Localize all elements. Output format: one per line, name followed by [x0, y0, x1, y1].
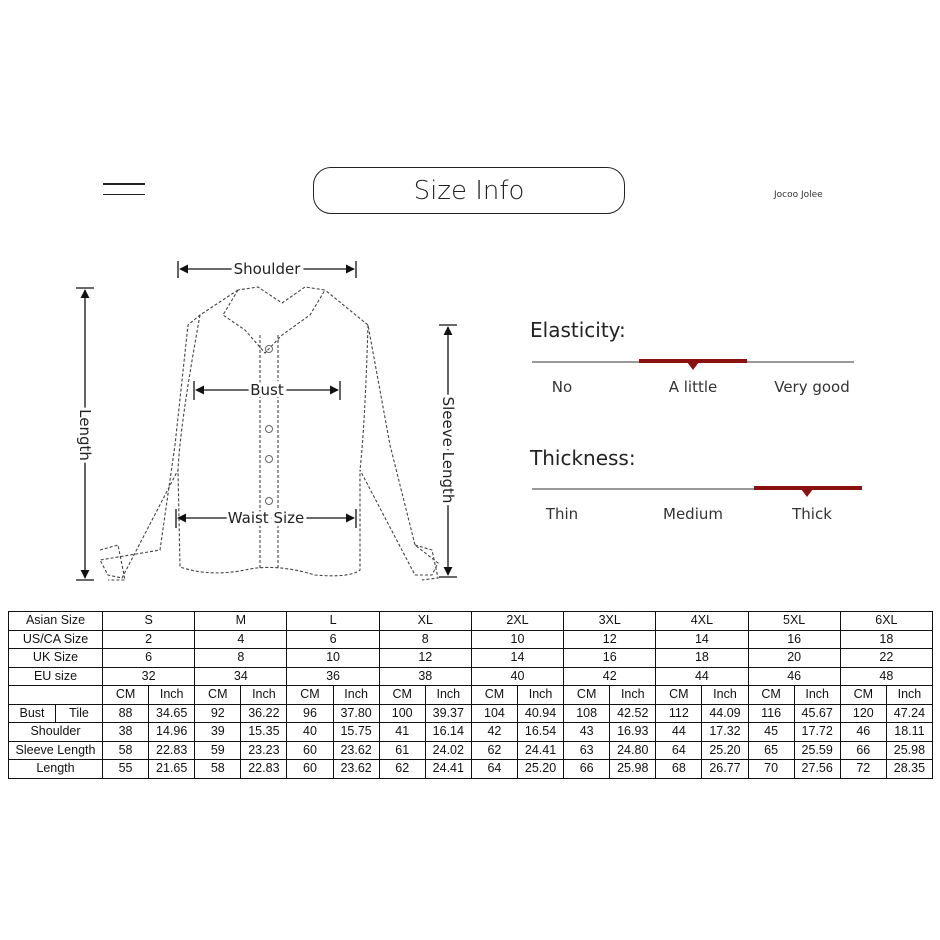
- bust-value-cell: 34.65: [149, 704, 195, 723]
- thickness-option-medium: Medium: [663, 505, 723, 523]
- cm-unit-header: CM: [840, 686, 886, 705]
- shoulder-value-cell: 17.72: [794, 723, 840, 742]
- asian-size-cell: 2XL: [471, 612, 563, 631]
- bust-value-cell: 108: [564, 704, 610, 723]
- sleeve-value-cell: 24.80: [610, 741, 656, 760]
- thickness-marker: [801, 489, 813, 497]
- bust-value-cell: 116: [748, 704, 794, 723]
- inch-unit-header: Inch: [149, 686, 195, 705]
- inch-unit-header: Inch: [794, 686, 840, 705]
- length-value-cell: 26.77: [702, 760, 748, 779]
- eu-size-cell: 42: [564, 667, 656, 686]
- sleeve-value-cell: 61: [379, 741, 425, 760]
- bust-value-cell: 100: [379, 704, 425, 723]
- sleeve-value-cell: 64: [656, 741, 702, 760]
- bust-value-cell: 120: [840, 704, 886, 723]
- bust-value-cell: 88: [103, 704, 149, 723]
- us-size-label: US/CA Size: [9, 630, 103, 649]
- shirt-right-sleeve-seam: [360, 325, 368, 470]
- thickness-option-thin: Thin: [545, 505, 579, 523]
- uk-size-cell: 22: [840, 649, 932, 668]
- eu-size-cell: 38: [379, 667, 471, 686]
- inch-unit-header: Inch: [241, 686, 287, 705]
- sleeve-value-cell: 25.20: [702, 741, 748, 760]
- length-value-cell: 21.65: [149, 760, 195, 779]
- waist-label: Waist Size: [227, 509, 305, 527]
- eu-size-cell: 44: [656, 667, 748, 686]
- cm-unit-header: CM: [656, 686, 702, 705]
- sleeve-value-cell: 62: [471, 741, 517, 760]
- sleeve-value-cell: 59: [195, 741, 241, 760]
- us-size-cell: 6: [287, 630, 379, 649]
- cm-unit-header: CM: [471, 686, 517, 705]
- shoulder-value-cell: 15.35: [241, 723, 287, 742]
- uk-size-cell: 18: [656, 649, 748, 668]
- uk-size-cell: 16: [564, 649, 656, 668]
- uk-size-cell: 6: [103, 649, 195, 668]
- shoulder-value-cell: 42: [471, 723, 517, 742]
- asian-size-cell: S: [103, 612, 195, 631]
- length-value-cell: 25.98: [610, 760, 656, 779]
- page-title: Size Info: [313, 167, 625, 214]
- us-size-cell: 8: [379, 630, 471, 649]
- sleeve-value-cell: 66: [840, 741, 886, 760]
- shoulder-value-cell: 14.96: [149, 723, 195, 742]
- bust-value-cell: 45.67: [794, 704, 840, 723]
- sleeve-value-cell: 25.59: [794, 741, 840, 760]
- sleeve-value-cell: 65: [748, 741, 794, 760]
- us-size-cell: 12: [564, 630, 656, 649]
- sleeve-value-cell: 23.23: [241, 741, 287, 760]
- tile-label: Tile: [56, 704, 103, 723]
- cm-unit-header: CM: [379, 686, 425, 705]
- bust-value-cell: 47.24: [886, 704, 932, 723]
- shoulder-value-cell: 46: [840, 723, 886, 742]
- table-row: [9, 630, 933, 649]
- us-size-cell: 2: [103, 630, 195, 649]
- length-value-cell: 60: [287, 760, 333, 779]
- cm-unit-header: CM: [564, 686, 610, 705]
- length-value-cell: 72: [840, 760, 886, 779]
- shirt-collar: [223, 287, 325, 353]
- table-row: [9, 612, 933, 631]
- shoulder-value-cell: 41: [379, 723, 425, 742]
- shirt-outline: [100, 290, 438, 578]
- elasticity-option-a-little: A little: [668, 378, 718, 396]
- asian-size-label: Asian Size: [9, 612, 103, 631]
- length-value-cell: 23.62: [333, 760, 379, 779]
- shirt-diagram: [60, 245, 480, 590]
- bust-value-cell: 112: [656, 704, 702, 723]
- sleeve-value-cell: 24.41: [517, 741, 563, 760]
- shirt-placket: [260, 335, 278, 570]
- shoulder-value-cell: 18.11: [886, 723, 932, 742]
- elasticity-option-very-good: Very good: [774, 378, 850, 396]
- length-value-cell: 70: [748, 760, 794, 779]
- asian-size-cell: M: [195, 612, 287, 631]
- inch-unit-header: Inch: [517, 686, 563, 705]
- sleeve-row-label: Sleeve Length: [9, 741, 103, 760]
- shoulder-value-cell: 44: [656, 723, 702, 742]
- length-value-cell: 68: [656, 760, 702, 779]
- sleeve-value-cell: 58: [103, 741, 149, 760]
- sleeve-value-cell: 60: [287, 741, 333, 760]
- shoulder-value-cell: 39: [195, 723, 241, 742]
- eu-size-cell: 48: [840, 667, 932, 686]
- length-value-cell: 22.83: [241, 760, 287, 779]
- us-size-cell: 14: [656, 630, 748, 649]
- bust-value-cell: 104: [471, 704, 517, 723]
- bust-label: Bust: [9, 704, 56, 723]
- uk-size-cell: 20: [748, 649, 840, 668]
- bust-value-cell: 92: [195, 704, 241, 723]
- eu-size-cell: 36: [287, 667, 379, 686]
- shirt-button: [266, 426, 273, 433]
- menu-icon: [103, 183, 145, 197]
- table-row: [9, 723, 933, 742]
- length-value-cell: 24.41: [425, 760, 471, 779]
- sleeve-value-cell: 63: [564, 741, 610, 760]
- table-row: [9, 741, 933, 760]
- inch-unit-header: Inch: [610, 686, 656, 705]
- bust-value-cell: 40.94: [517, 704, 563, 723]
- brand-name: Jocoo Jolee: [774, 190, 823, 200]
- bust-value-cell: 96: [287, 704, 333, 723]
- shoulder-value-cell: 16.14: [425, 723, 471, 742]
- table-row: [9, 760, 933, 779]
- elasticity-option-no: No: [551, 378, 573, 396]
- eu-size-cell: 40: [471, 667, 563, 686]
- asian-size-cell: L: [287, 612, 379, 631]
- asian-size-cell: XL: [379, 612, 471, 631]
- bust-value-cell: 44.09: [702, 704, 748, 723]
- length-value-cell: 62: [379, 760, 425, 779]
- bust-value-cell: 36.22: [241, 704, 287, 723]
- eu-size-label: EU size: [9, 667, 103, 686]
- shirt-left-cuff: [100, 545, 125, 580]
- shoulder-value-cell: 16.54: [517, 723, 563, 742]
- shoulder-value-cell: 17.32: [702, 723, 748, 742]
- eu-size-cell: 34: [195, 667, 287, 686]
- sleeve-value-cell: 24.02: [425, 741, 471, 760]
- inch-unit-header: Inch: [333, 686, 379, 705]
- uk-size-cell: 12: [379, 649, 471, 668]
- inch-unit-header: Inch: [425, 686, 471, 705]
- cm-unit-header: CM: [103, 686, 149, 705]
- uk-size-cell: 10: [287, 649, 379, 668]
- sleeve-value-cell: 22.83: [149, 741, 195, 760]
- bust-value-cell: 37.80: [333, 704, 379, 723]
- us-size-cell: 10: [471, 630, 563, 649]
- table-row: [9, 704, 933, 723]
- thickness-option-thick: Thick: [792, 505, 832, 523]
- length-value-cell: 58: [195, 760, 241, 779]
- shoulder-label: Shoulder: [233, 260, 301, 278]
- shirt-button: [266, 456, 273, 463]
- bust-value-cell: 42.52: [610, 704, 656, 723]
- us-size-cell: 4: [195, 630, 287, 649]
- cm-unit-header: CM: [748, 686, 794, 705]
- us-size-cell: 18: [840, 630, 932, 649]
- thickness-heading: Thickness:: [530, 446, 636, 470]
- length-value-cell: 25.20: [517, 760, 563, 779]
- bust-label: Bust: [250, 381, 284, 399]
- shoulder-value-cell: 38: [103, 723, 149, 742]
- uk-size-cell: 8: [195, 649, 287, 668]
- table-row: [9, 686, 933, 705]
- length-value-cell: 55: [103, 760, 149, 779]
- asian-size-cell: 5XL: [748, 612, 840, 631]
- cm-unit-header: CM: [195, 686, 241, 705]
- shoulder-value-cell: 43: [564, 723, 610, 742]
- uk-size-label: UK Size: [9, 649, 103, 668]
- shoulder-value-cell: 15.75: [333, 723, 379, 742]
- shirt-button: [266, 498, 273, 505]
- cm-unit-header: CM: [287, 686, 333, 705]
- inch-unit-header: Inch: [702, 686, 748, 705]
- shoulder-value-cell: 40: [287, 723, 333, 742]
- table-row: [9, 667, 933, 686]
- eu-size-cell: 32: [103, 667, 195, 686]
- length-value-cell: 27.56: [794, 760, 840, 779]
- inch-unit-header: Inch: [886, 686, 932, 705]
- length-row-label: Length: [9, 760, 103, 779]
- table-row: [9, 649, 933, 668]
- shirt-left-sleeve-seam: [178, 315, 200, 470]
- sleeve-value-cell: 25.98: [886, 741, 932, 760]
- shoulder-row-label: Shoulder: [9, 723, 103, 742]
- length-value-cell: 64: [471, 760, 517, 779]
- elasticity-heading: Elasticity:: [530, 318, 626, 342]
- bust-value-cell: 39.37: [425, 704, 471, 723]
- sleeve-length-label: Sleeve Length: [439, 396, 457, 504]
- length-label: Length: [76, 409, 94, 461]
- shoulder-value-cell: 16.93: [610, 723, 656, 742]
- eu-size-cell: 46: [748, 667, 840, 686]
- sleeve-value-cell: 23.62: [333, 741, 379, 760]
- asian-size-cell: 3XL: [564, 612, 656, 631]
- length-value-cell: 66: [564, 760, 610, 779]
- size-table: [8, 611, 933, 779]
- length-value-cell: 28.35: [886, 760, 932, 779]
- shoulder-value-cell: 45: [748, 723, 794, 742]
- us-size-cell: 16: [748, 630, 840, 649]
- asian-size-cell: 4XL: [656, 612, 748, 631]
- asian-size-cell: 6XL: [840, 612, 932, 631]
- uk-size-cell: 14: [471, 649, 563, 668]
- elasticity-marker: [687, 362, 699, 370]
- unit-header-blank: [9, 686, 103, 705]
